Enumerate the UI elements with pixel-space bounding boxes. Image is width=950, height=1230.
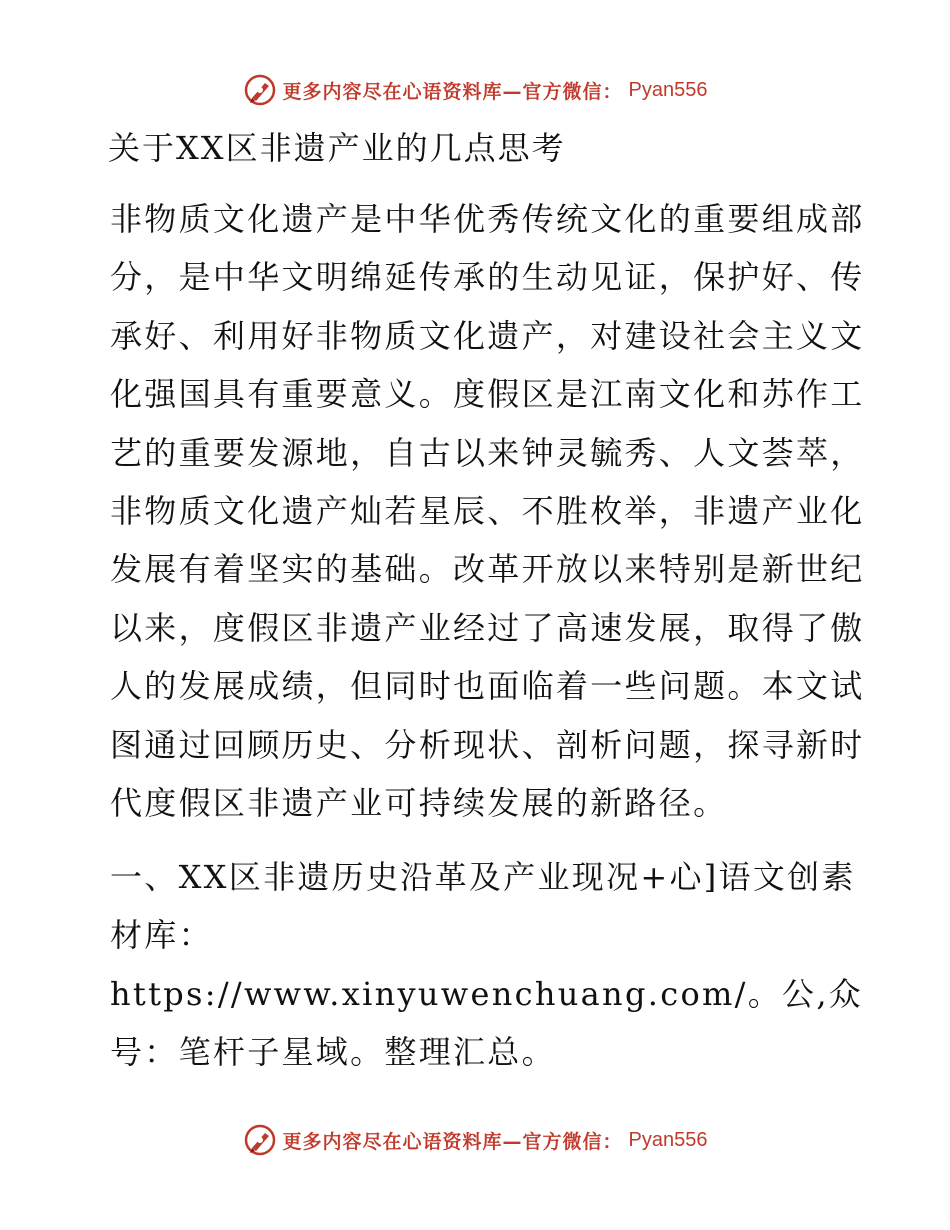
pen-logo-icon — [243, 73, 277, 107]
footer-watermark-banner — [0, 1120, 950, 1160]
pen-logo-icon — [243, 1123, 277, 1157]
banner-text: 更多内容尽在心语资料库—官方微信： — [282, 80, 623, 103]
paragraph-section-heading: 一、XX区非遗历史沿革及产业现况+心]语文创素材库：https://www.xinyuwenchuang.com/。公,众号：笔杆子星域。整理汇总。 — [110, 858, 864, 1072]
banner-text: 更多内容尽在心语资料库—官方微信： — [282, 1130, 623, 1153]
document-title: 关于XX区非遗产业的几点思考 — [108, 129, 566, 167]
paragraph-intro: 非物质文化遗产是中华优秀传统文化的重要组成部分，是中华文明绵延传承的生动见证，保护好、传承好、利用好非物质文化遗产，对建设社会主义文化强国具有重要意义。度假区是江南文化和苏作工艺的重要发源地，自古以来钟灵毓秀、人文荟萃，非物质文化遗产灿若星辰、不胜枚举，非遗产业化发展有着坚实的基础。改革开放以来特别是新世纪以来，度假区非遗产业经过了高速发展，取得了傲人的发展成绩，但同时也面临着一些问题。本文试图通过回顾历史、分析现状、剖析问题，探寻新时代度假区非遗产业可持续发展的新路径。 — [110, 200, 865, 823]
banner-wechat-id: Pyan556 — [628, 1128, 708, 1151]
header-watermark-banner — [0, 70, 950, 110]
banner-wechat-id: Pyan556 — [628, 78, 708, 101]
